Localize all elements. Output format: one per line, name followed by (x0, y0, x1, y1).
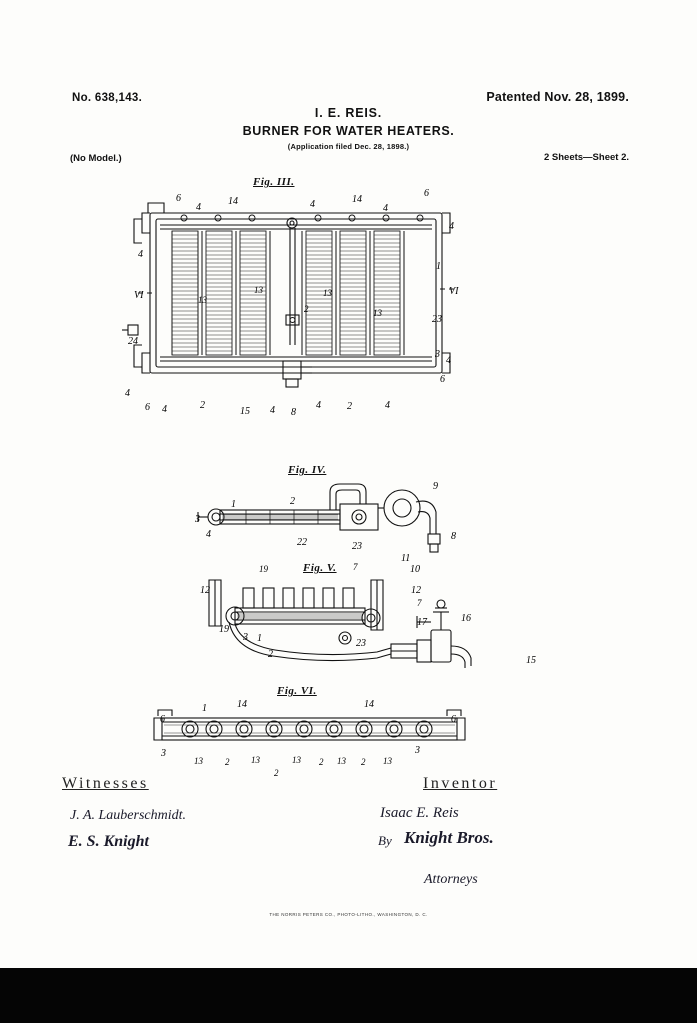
ref-label: 15 (240, 406, 250, 417)
ref-label: 4 (206, 529, 211, 540)
ref-label: 7 (353, 562, 358, 572)
ref-label: 4 (270, 405, 275, 416)
ref-label: 2 (268, 649, 273, 660)
ref-label: 2 (319, 757, 324, 767)
ref-label: 23 (356, 638, 366, 649)
ref-label: 13 (292, 755, 301, 765)
application-filed: (Application filed Dec. 28, 1898.) (287, 142, 410, 151)
ref-label: 2 (304, 304, 309, 314)
ref-label: 14 (228, 196, 238, 207)
inventor-signature: Isaac E. Reis (380, 805, 459, 821)
attorney-signature: Knight Bros. (404, 828, 494, 847)
ref-label: 4 (383, 203, 388, 214)
ref-label: 15 (526, 655, 536, 666)
ref-label: 16 (461, 613, 471, 624)
patent-date: Patented Nov. 28, 1899. (486, 90, 629, 104)
ref-label: 3 (243, 632, 248, 643)
ref-label: 2 (361, 757, 366, 767)
ref-label: 4 (316, 400, 321, 411)
ref-label: 3 (195, 514, 200, 525)
ref-label: 23 (432, 314, 442, 325)
witnesses-heading: Witnesses (62, 775, 149, 792)
inventor-initials: I. E. REIS. (314, 106, 383, 120)
ref-label: 10 (410, 564, 420, 575)
sheet-count: 2 Sheets—Sheet 2. (543, 152, 629, 163)
ref-label: 4 (385, 400, 390, 411)
ref-label: 13 (373, 308, 382, 318)
ref-label: 13 (251, 755, 260, 765)
by-label: By (378, 833, 392, 848)
ref-label: 12 (200, 585, 210, 596)
ref-label: 2 (290, 496, 295, 507)
ref-label: 13 (198, 295, 207, 305)
ref-label: 14 (352, 194, 362, 205)
ref-label: 3 (435, 349, 440, 360)
patent-number: No. 638,143. (72, 92, 143, 104)
inventor-heading: Inventor (423, 775, 498, 792)
figure-4-drawing (190, 478, 490, 578)
figure-label-6: Fig. VI. (277, 685, 317, 697)
attorneys-label: Attorneys (424, 872, 478, 887)
ref-label: 6 (145, 402, 150, 413)
ref-label: 6 (424, 188, 429, 199)
ref-label: 13 (323, 288, 332, 298)
figure-label-3: Fig. III. (253, 176, 295, 188)
ref-label: 14 (364, 699, 374, 710)
ref-label: 24 (128, 336, 138, 347)
ref-label: 2 (200, 400, 205, 411)
ref-label: 1 (231, 499, 236, 510)
ref-label: 19 (259, 564, 268, 574)
ref-label: 3 (415, 745, 420, 756)
ref-label: 12 (411, 585, 421, 596)
ref-label: 6 (160, 714, 165, 725)
figure-3-drawing (120, 185, 480, 410)
ref-label: 1 (202, 703, 207, 714)
ref-label: 13 (194, 756, 203, 766)
scan-border (0, 968, 697, 1023)
patent-title: BURNER FOR WATER HEATERS. (242, 124, 455, 138)
ref-label: 4 (310, 199, 315, 210)
ref-label: 1 (257, 633, 262, 644)
ref-label: 17 (417, 617, 427, 628)
ref-label: 4 (138, 249, 143, 260)
ref-label: 9 (433, 481, 438, 492)
figure-5-drawing (195, 566, 540, 676)
ref-label: 4 (196, 202, 201, 213)
ref-label: VI (449, 286, 459, 297)
witness-signature-2: E. S. Knight (68, 833, 149, 850)
printer-imprint: THE NORRIS PETERS CO., PHOTO-LITHO., WASHINGTON, D. C. (269, 912, 428, 917)
witness-signature-1: J. A. Lauberschmidt. (70, 808, 187, 823)
ref-label: 6 (451, 714, 456, 725)
ref-label: 13 (337, 756, 346, 766)
no-model-note: (No Model.) (70, 153, 122, 164)
ref-label: 11 (401, 553, 411, 564)
ref-label: 7 (417, 598, 422, 608)
ref-label: 6 (440, 374, 445, 385)
ref-label: 8 (291, 407, 296, 418)
figure-label-4: Fig. IV. (288, 464, 327, 476)
ref-label: 14 (237, 699, 247, 710)
ref-label: 22 (297, 537, 307, 548)
ref-label: 4 (162, 404, 167, 415)
ref-label: 23 (352, 541, 362, 552)
ref-label: 1 (436, 261, 441, 272)
ref-label: 13 (383, 756, 392, 766)
figure-label-5: Fig. V. (303, 562, 337, 574)
ref-label: 8 (451, 531, 456, 542)
ref-label: 13 (254, 285, 263, 295)
ref-label: 6 (176, 193, 181, 204)
ref-label: 2 (225, 757, 230, 767)
ref-label: 2 (274, 768, 279, 778)
ref-label: 19 (219, 624, 229, 635)
ref-label: 3 (161, 748, 166, 759)
ref-label: 4 (449, 221, 454, 232)
ref-label: 2 (347, 401, 352, 412)
ref-label: 4 (125, 388, 130, 399)
ref-label: VI (134, 290, 144, 301)
ref-label: 4 (446, 355, 451, 366)
